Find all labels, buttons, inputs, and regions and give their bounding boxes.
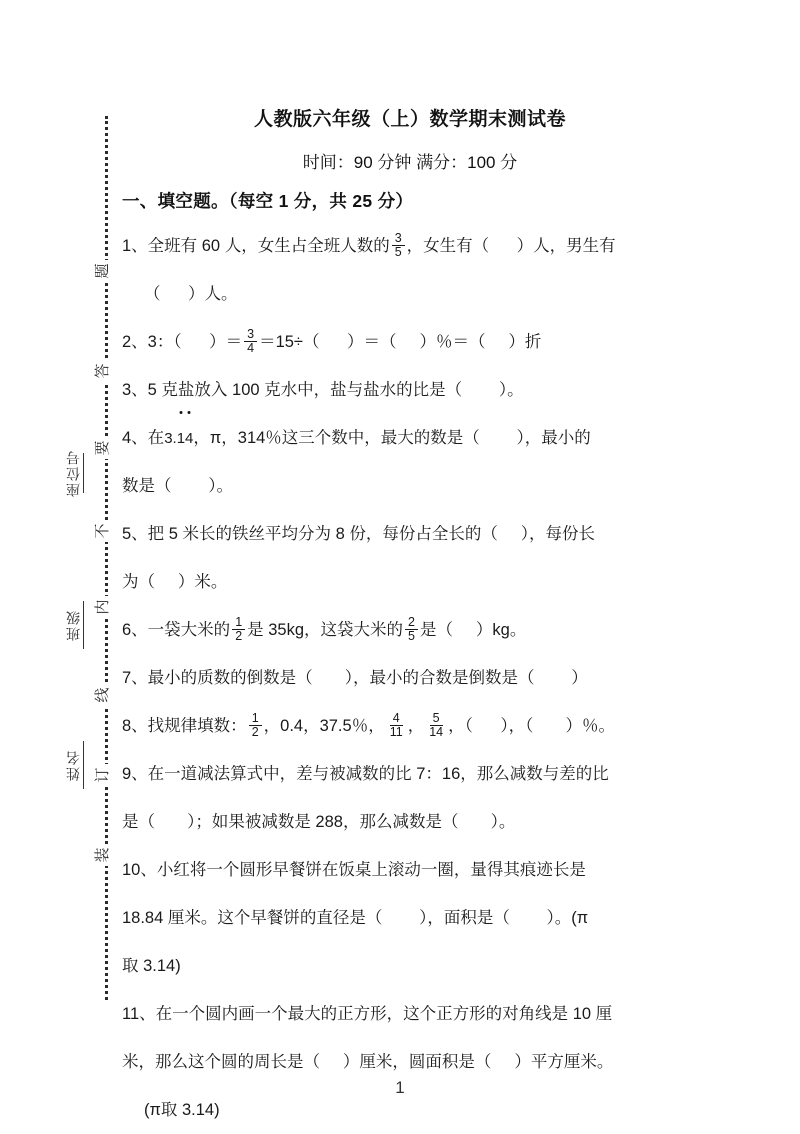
question-text: ）％＝（: [419, 333, 486, 351]
fraction-denominator: 2: [251, 725, 259, 740]
question-4-line-2: [122, 462, 704, 510]
question-text: （: [144, 285, 161, 303]
fraction: [426, 712, 446, 739]
question-text: ，: [407, 717, 425, 735]
fraction: [232, 616, 245, 643]
question-text: ）。: [498, 381, 524, 399]
question-9-line-1: [122, 750, 704, 798]
question-text: ，女生有（: [406, 237, 490, 255]
question-text: ），每份长: [520, 525, 596, 543]
question-text: ）；如果被减数是 288，那么减数是（: [187, 813, 459, 831]
question-text: ）＝: [209, 333, 243, 351]
question-text: ）kg。: [475, 621, 527, 639]
question-text: ）＝（: [347, 333, 397, 351]
name-label: 姓名: [65, 749, 81, 781]
student-info-field-class: [50, 560, 84, 690]
fraction-numerator: 5: [430, 712, 443, 726]
answer-blank[interactable]: [489, 222, 517, 270]
seal-char-5: 线: [92, 684, 114, 706]
question-text: 是 35kg，这袋大米的: [247, 621, 404, 639]
exam-title: 人教版六年级（上）数学期末测试卷: [253, 109, 566, 130]
answer-blank[interactable]: [498, 510, 521, 558]
question-text: 5、把 5 米长的铁丝平均分为 8 份，每份占全长的（: [122, 525, 498, 543]
question-8-line-1: [122, 702, 704, 750]
question-list: [122, 222, 704, 1134]
fraction: [392, 232, 405, 259]
fraction: [244, 328, 257, 355]
exam-subtitle: 时间：90 分钟 满分：100 分: [302, 153, 518, 172]
student-info-field-seat: [50, 398, 84, 548]
seat-number-write-rule[interactable]: [83, 453, 84, 493]
question-text: ）折: [508, 333, 542, 351]
question-text: 11、在一个圆内画一个最大的正方形，这个正方形的对角线是 10 厘: [122, 1005, 613, 1023]
answer-blank[interactable]: [320, 318, 348, 366]
class-write-rule[interactable]: [83, 601, 84, 649]
question-text: ）: [571, 669, 588, 687]
seal-char-2: 要: [92, 437, 114, 459]
question-1-line-2: [122, 270, 704, 318]
fraction-denominator: 5: [394, 245, 402, 260]
question-text: ，π，314％这三个数中，最大的数是（: [193, 429, 480, 447]
question-10-line-2: [122, 894, 704, 942]
repeating-decimal-prefix: 3.: [164, 430, 177, 447]
fraction-numerator: 1: [232, 616, 245, 630]
question-text: 8、找规律填数：: [122, 717, 247, 735]
question-7-line-1: [122, 654, 704, 702]
fraction-numerator: 3: [244, 328, 257, 342]
question-text: ）人。: [188, 285, 238, 303]
answer-blank[interactable]: [458, 798, 490, 846]
question-text: ），最小的合数是倒数是（: [344, 669, 535, 687]
answer-blank[interactable]: [453, 606, 476, 654]
exam-paper-body: [122, 0, 800, 1130]
question-text: 3、5 克盐放入 100 克水中，盐与盐水的比是（: [122, 381, 463, 399]
fraction-denominator: 2: [235, 629, 243, 644]
answer-blank[interactable]: [485, 318, 508, 366]
question-6-line-1: [122, 606, 704, 654]
fraction-denominator: 5: [408, 629, 415, 644]
fraction-denominator: 14: [429, 725, 444, 740]
seal-char-4: 内: [92, 596, 114, 618]
question-text: 米，那么这个圆的周长是（: [122, 1053, 320, 1071]
fraction: [249, 712, 262, 739]
question-4-line-1: [122, 414, 704, 462]
question-text: 1、全班有 60 人，女生占全班人数的: [122, 237, 390, 255]
repeating-decimal-digit: 1: [177, 415, 185, 463]
answer-blank[interactable]: [397, 318, 420, 366]
answer-blank[interactable]: [510, 894, 547, 942]
question-text: ）。(π: [546, 909, 589, 927]
question-text: ）％。: [565, 717, 615, 735]
question-5-line-2: [122, 558, 704, 606]
question-9-line-2: [122, 798, 704, 846]
question-text: ）米。: [177, 573, 228, 591]
question-text: 数是（: [122, 477, 172, 495]
seal-dotted-line: [105, 116, 108, 1000]
name-write-rule[interactable]: [83, 741, 84, 789]
fraction-numerator: 4: [390, 712, 403, 726]
question-text: ，0.4，37.5％，: [263, 717, 385, 735]
question-text: 18.84 厘米。这个早餐饼的直径是（: [122, 909, 383, 927]
seal-char-7: 装: [92, 844, 114, 866]
seat-number-label: 座位号: [65, 449, 81, 497]
seal-char-0: 题: [92, 260, 114, 282]
question-text: 7、最小的质数的倒数是（: [122, 669, 313, 687]
question-10-line-3: [122, 942, 704, 990]
fraction-numerator: 1: [249, 712, 262, 726]
answer-blank[interactable]: [155, 558, 178, 606]
fraction-denominator: 11: [389, 725, 403, 740]
question-3-line-1: [122, 366, 704, 414]
answer-blank[interactable]: [535, 654, 572, 702]
answer-blank[interactable]: [473, 702, 501, 750]
repeating-decimal-digit: 4: [185, 415, 193, 463]
student-info-field-name: [50, 700, 84, 830]
seal-char-1: 答: [92, 360, 114, 382]
fraction: [387, 712, 406, 739]
question-1-line-1: [122, 222, 704, 270]
question-text: 为（: [122, 573, 155, 591]
repeating-decimal: [164, 415, 193, 463]
question-11-line-1: [122, 990, 704, 1038]
question-text: 4、在: [122, 429, 165, 447]
section-heading-fill-in-blanks: 一、填空题。（每空 1 分，共 25 分）: [122, 191, 414, 211]
seal-binding-column: [0, 0, 130, 1130]
fraction-denominator: 4: [247, 341, 255, 356]
answer-blank[interactable]: [462, 366, 499, 414]
answer-blank[interactable]: [382, 894, 419, 942]
fraction-numerator: 3: [392, 232, 405, 246]
answer-blank[interactable]: [161, 270, 189, 318]
seal-char-6: 订: [92, 764, 114, 786]
question-text: ＝15÷（: [259, 333, 320, 351]
question-text: ）厘米，圆面积是（: [342, 1053, 492, 1071]
question-5-line-1: [122, 510, 704, 558]
question-text: 是（: [122, 813, 155, 831]
answer-blank[interactable]: [480, 414, 517, 462]
fraction: [405, 616, 418, 643]
question-text: ），（: [500, 717, 534, 735]
question-text: 取 3.14): [122, 957, 181, 975]
answer-blank[interactable]: [533, 702, 565, 750]
answer-blank[interactable]: [172, 462, 209, 510]
answer-blank[interactable]: [155, 798, 187, 846]
seal-char-3: 不: [92, 520, 114, 542]
question-text: 10、小红将一个圆形早餐饼在饭桌上滚动一圈，量得其痕迹长是: [122, 861, 586, 879]
question-text: ）。: [208, 477, 233, 495]
question-2-line-1: [122, 318, 704, 366]
page-number: 1: [395, 1078, 405, 1097]
question-text: 是（: [419, 621, 453, 639]
question-text: ，（: [448, 717, 473, 735]
question-10-line-1: [122, 846, 704, 894]
question-text: ），面积是（: [419, 909, 510, 927]
question-text: ），最小的: [516, 429, 591, 447]
question-text: ）。: [490, 813, 516, 831]
answer-blank[interactable]: [313, 654, 345, 702]
question-text: ）平方厘米。: [514, 1053, 614, 1071]
question-text: 9、在一道减法算式中，差与被减数的比 7：16，那么减数与差的比: [122, 765, 609, 783]
question-text: ）人，男生有: [516, 237, 616, 255]
question-text: 2、3：（: [122, 333, 182, 351]
question-text: (π取 3.14): [144, 1101, 220, 1119]
class-label: 班级: [65, 609, 81, 641]
question-text: 6、一袋大米的: [122, 621, 231, 639]
answer-blank[interactable]: [182, 318, 210, 366]
fraction-numerator: 2: [405, 616, 418, 630]
